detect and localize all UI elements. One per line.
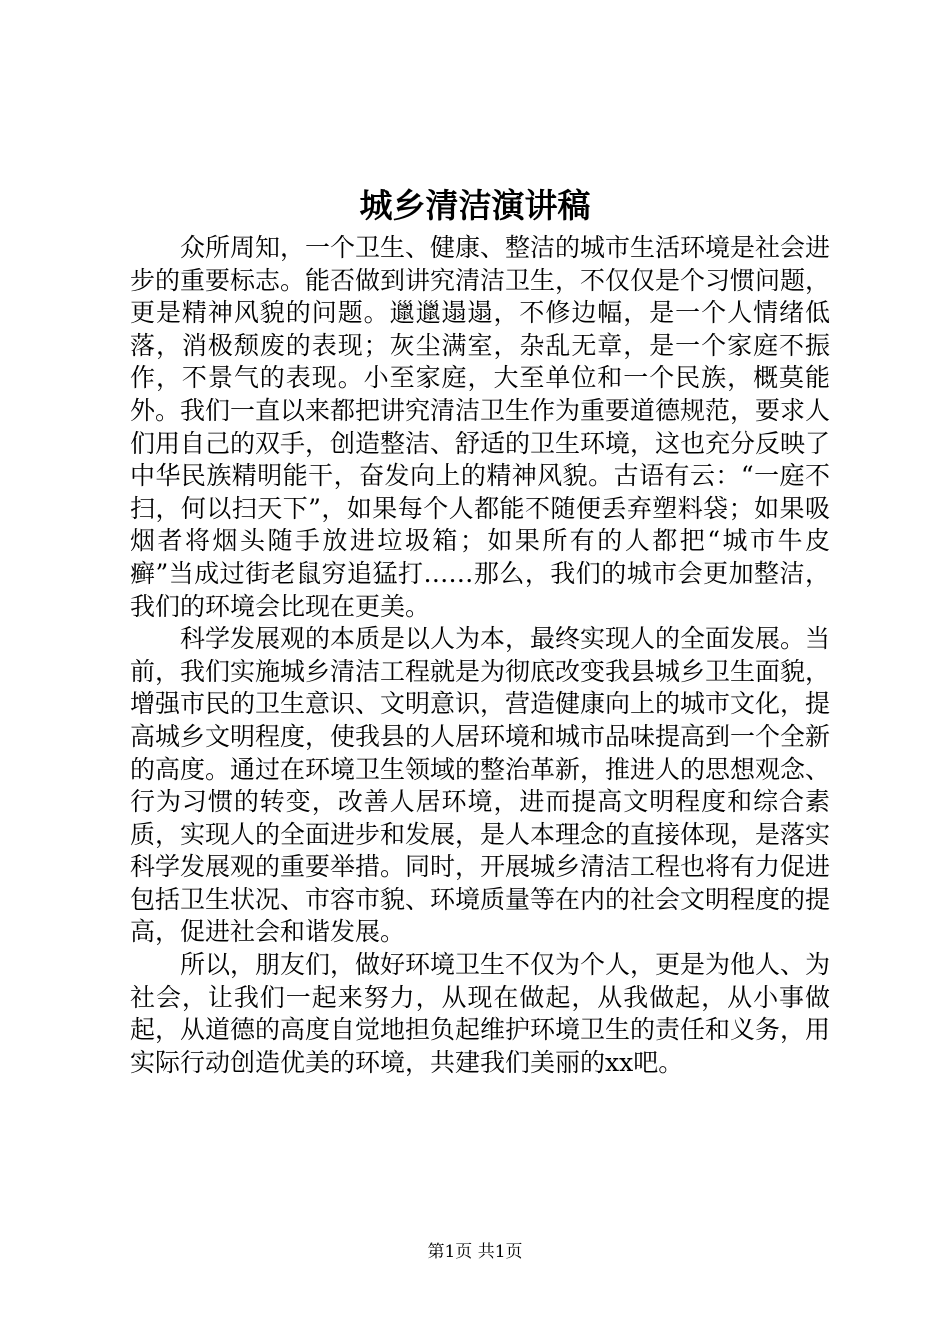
paragraph-3: 所以，朋友们，做好环境卫生不仅为个人，更是为他人、为社会，让我们一起来努力，从现在做起，从我做起，从小事做起，从道德的高度自觉地担负起维护环境卫生的责任和义务，用实际行动创造优美的环境，共建我们美丽的xx吧。 [130, 950, 831, 1077]
document-title: 城乡清洁演讲稿 [359, 186, 591, 225]
paragraph-2: 科学发展观的本质是以人为本，最终实现人的全面发展。当前，我们实施城乡清洁工程就是为彻底改变我县城乡卫生面貌，增强市民的卫生意识、文明意识，营造健康向上的城市文化，提高城乡文明程度，使我县的人居环境和城市品味提高到一个全新的高度。通过在环境卫生领域的整治革新，推进人的思想观念、行为习惯的转变，改善人居环境，进而提高文明程度和综合素质，实现人的全面进步和发展，是人本理念的直接体现，是落实科学发展观的重要举措。同时，开展城乡清洁工程也将有力促进包括卫生状况、市容市貌、环境质量等在内的社会文明程度的提高，促进社会和谐发展。 [130, 624, 831, 947]
document-body [130, 232, 830, 1079]
page-number-footer: 第1页 共1页 [427, 1242, 523, 1262]
paragraph-1: 众所周知，一个卫生、健康、整洁的城市生活环境是社会进步的重要标志。能否做到讲究清洁卫生，不仅仅是个习惯问题，更是精神风貌的问题。邋邋遢遢，不修边幅，是一个人情绪低落，消极颓废的表现；灰尘满室，杂乱无章，是一个家庭不振作，不景气的表现。小至家庭，大至单位和一个民族，概莫能外。我们一直以来都把讲究清洁卫生作为重要道德规范，要求人们用自己的双手，创造整洁、舒适的卫生环境，这也充分反映了中华民族精明能干，奋发向上的精神风貌。古语有云：“一庭不扫，何以扫天下”，如果每个人都能不随便丢弃塑料袋；如果吸烟者将烟头随手放进垃圾箱；如果所有的人都把“城市牛皮癣”当成过街老鼠穷追猛打……那么，我们的城市会更加整洁，我们的环境会比现在更美。 [130, 233, 831, 621]
